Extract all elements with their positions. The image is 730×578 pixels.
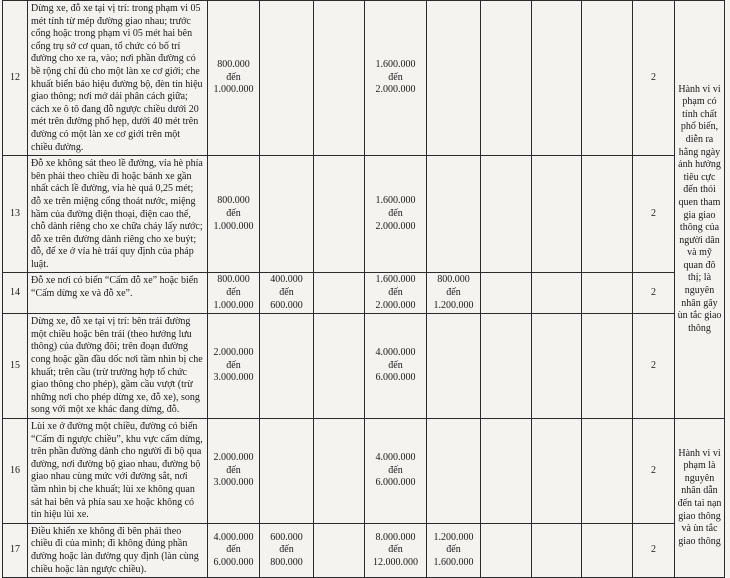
- empty-cell: [582, 273, 633, 314]
- empty-cell: [314, 1, 365, 156]
- fine-car-old: 800.000 đến 1.000.000: [208, 156, 260, 273]
- fine-moto-old: 600.000 đến 800.000: [260, 523, 314, 577]
- fine-moto-new: [427, 419, 481, 524]
- empty-cell: [532, 523, 582, 577]
- fine-moto-new: 800.000 đến 1.200.000: [427, 273, 481, 314]
- fine-moto-new: [427, 314, 481, 419]
- empty-cell: [582, 523, 633, 577]
- table-row: [3, 523, 725, 577]
- level-value: 2: [633, 314, 675, 419]
- level-value: 2: [633, 273, 675, 314]
- level-value: 2: [633, 419, 675, 524]
- empty-cell: [532, 156, 582, 273]
- empty-cell: [582, 314, 633, 419]
- table-row: [3, 314, 725, 419]
- row-number: 17: [3, 523, 28, 577]
- empty-cell: [532, 419, 582, 524]
- fine-car-old: 4.000.000 đến 6.000.000: [208, 523, 260, 577]
- fine-moto-old: [260, 1, 314, 156]
- violation-description: Lùi xe ở đường một chiều, đường có biển “Cấm đi ngược chiều”, khu vực cấm dừng, trên phần đường dành cho người đi bộ qua đường, nơi đường bộ giao nhau, đường bộ giao nhau cùng mức với đường sắt, nơi tầm nhìn bị che khuất; lùi xe không quan sát hai bên và phía sau xe hoặc không có tín hiệu lùi xe.: [28, 419, 208, 524]
- empty-cell: [532, 1, 582, 156]
- note-group-b: Hành vi vi phạm là nguyên nhân dẫn đến tai nạn giao thông và ùn tắc giao thông: [675, 419, 725, 578]
- empty-cell: [314, 314, 365, 419]
- fine-car-old: 2.000.000 đến 3.000.000: [208, 419, 260, 524]
- empty-cell: [314, 523, 365, 577]
- empty-cell: [481, 1, 532, 156]
- violation-description: Dừng xe, đỗ xe tại vị trí: trong phạm vi 05 mét tính từ mép đường giao nhau; trước cổng hoặc trong phạm vi 05 mét hai bên cổng trụ sở cơ quan, tổ chức có bố trí đường cho xe ra, vào; nơi phần đường có bề rộng chỉ đủ cho một làn xe cơ giới; che khuất biển báo hiệu đường bộ, đèn tín hiệu giao thông; nơi mở dải phân cách giữa; cách xe ô tô đang đỗ ngược chiều dưới 20 mét trên đường phố hẹp, dưới 40 mét trên đường có một làn xe cơ giới trên một chiều đường.: [28, 1, 208, 156]
- level-value: 2: [633, 156, 675, 273]
- empty-cell: [481, 273, 532, 314]
- fine-moto-old: 400.000 đến 600.000: [260, 273, 314, 314]
- empty-cell: [481, 156, 532, 273]
- row-number: 15: [3, 314, 28, 419]
- table-row: [3, 419, 725, 524]
- empty-cell: [582, 419, 633, 524]
- table-row: [3, 1, 725, 156]
- violation-description: Dừng xe, đỗ xe tại vị trí: bên trái đường một chiều hoặc bên trái (theo hướng lưu thông) của đường đôi; trên đoạn đường cong hoặc gần đầu dốc nơi tầm nhìn bị che khuất; trên cầu (trừ trường hợp tổ chức giao thông cho phép), gầm cầu vượt (trừ những nơi cho phép dừng xe, đỗ xe), song song với một xe khác đang dừng, đỗ.: [28, 314, 208, 419]
- row-number: 12: [3, 1, 28, 156]
- table-row: [3, 156, 725, 273]
- empty-cell: [314, 156, 365, 273]
- fine-car-new: 1.600.000 đến 2.000.000: [365, 273, 427, 314]
- fine-car-new: 1.600.000 đến 2.000.000: [365, 156, 427, 273]
- empty-cell: [532, 273, 582, 314]
- row-number: 13: [3, 156, 28, 273]
- violation-description: Điều khiển xe không đi bên phải theo chiều đi của mình; đi không đúng phần đường hoặc làn đường quy định (làn cùng chiều hoặc làn ngược chiều).: [28, 523, 208, 577]
- fine-car-old: 2.000.000 đến 3.000.000: [208, 314, 260, 419]
- fine-moto-new: [427, 156, 481, 273]
- empty-cell: [314, 419, 365, 524]
- level-value: 2: [633, 523, 675, 577]
- fine-moto-old: [260, 419, 314, 524]
- fine-car-new: 4.000.000 đến 6.000.000: [365, 419, 427, 524]
- empty-cell: [582, 1, 633, 156]
- fine-car-new: 1.600.000 đến 2.000.000: [365, 1, 427, 156]
- row-number: 14: [3, 273, 28, 314]
- level-value: 2: [633, 1, 675, 156]
- note-group-a: Hành vi vi phạm có tính chất phổ biến, diễn ra hằng ngày ảnh hưởng tiêu cực đến thói quen tham gia giao thông của người dân và mỹ quan đô thị; là nguyên nhân gây ùn tắc giao thông: [675, 1, 725, 419]
- empty-cell: [481, 523, 532, 577]
- empty-cell: [481, 314, 532, 419]
- empty-cell: [532, 314, 582, 419]
- fine-moto-new: 1.200.000 đến 1.600.000: [427, 523, 481, 577]
- fine-car-old: 800.000 đến 1.000.000: [208, 273, 260, 314]
- penalty-table: [2, 0, 725, 578]
- fine-car-old: 800.000 đến 1.000.000: [208, 1, 260, 156]
- table-row: [3, 273, 725, 314]
- violation-description: Đỗ xe không sát theo lề đường, vỉa hè phía bên phải theo chiều đi hoặc bánh xe gần nhất cách lề đường, vỉa hè quá 0,25 mét; đỗ xe trên miệng cống thoát nước, miệng hầm của đường điện thoại, điện cao thế, chỗ dành riêng cho xe chữa cháy lấy nước; đỗ xe trên đường dành riêng cho xe buýt; đỗ, để xe ở vỉa hè trái quy định của pháp luật.: [28, 156, 208, 273]
- fine-car-new: 8.000.000 đến 12.000.000: [365, 523, 427, 577]
- fine-moto-old: [260, 314, 314, 419]
- empty-cell: [314, 273, 365, 314]
- row-number: 16: [3, 419, 28, 524]
- empty-cell: [582, 156, 633, 273]
- fine-moto-old: [260, 156, 314, 273]
- fine-moto-new: [427, 1, 481, 156]
- fine-car-new: 4.000.000 đến 6.000.000: [365, 314, 427, 419]
- empty-cell: [481, 419, 532, 524]
- violation-description: Đỗ xe nơi có biển “Cấm đỗ xe” hoặc biển “Cấm dừng xe và đỗ xe”.: [28, 273, 208, 314]
